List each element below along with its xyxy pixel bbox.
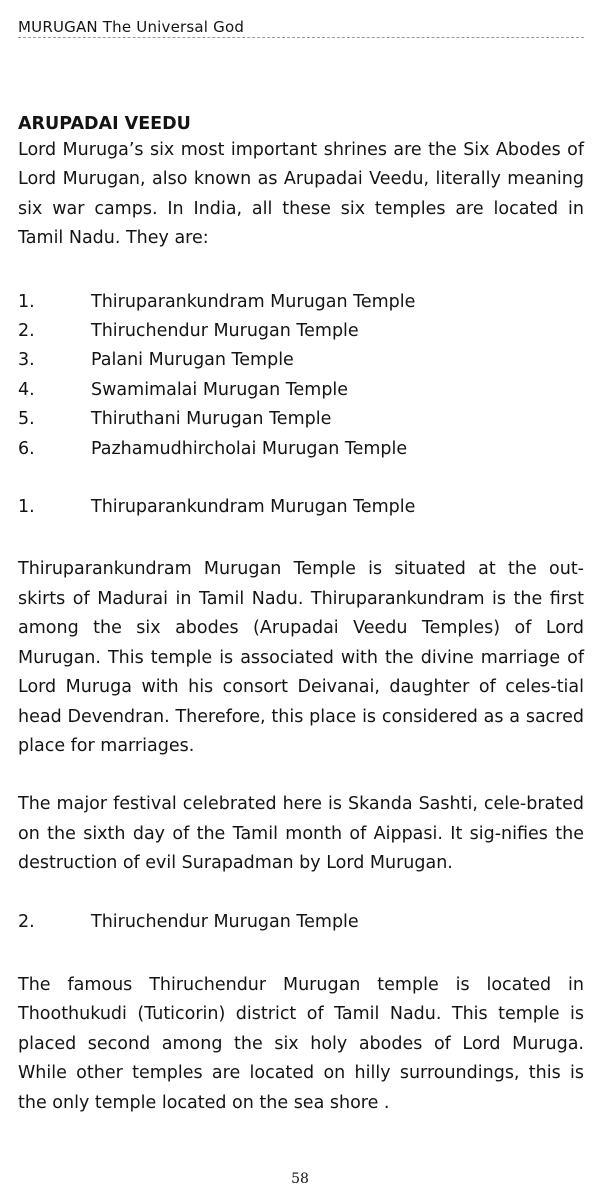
page-body xyxy=(18,112,584,1118)
paragraph-festival: The major festival celebrated here is Skanda Sashti, cele-brated on the sixth day of the Tamil month of Aippasi. It sig-nifies the destruction of evil Surapadman by Lord Murugan. xyxy=(18,794,584,874)
temple-list xyxy=(18,288,584,464)
list-item xyxy=(18,288,584,317)
list-number: 6. xyxy=(18,438,35,459)
list-number: 2. xyxy=(18,321,35,342)
header-rule xyxy=(18,37,584,38)
list-item xyxy=(18,405,584,434)
subsection-title: Thiruchendur Murugan Temple xyxy=(91,911,359,932)
list-text: Thiruparankundram Murugan Temple xyxy=(91,291,416,312)
subsection-number: 2. xyxy=(18,911,35,932)
list-text: Thiruthani Murugan Temple xyxy=(91,409,332,430)
running-head: MURUGAN The Universal God xyxy=(18,18,245,36)
subsection-heading-1 xyxy=(18,493,584,522)
section-title: ARUPADAI VEEDU xyxy=(18,114,191,134)
list-text: Palani Murugan Temple xyxy=(91,350,294,371)
subsection-title: Thiruparankundram Murugan Temple xyxy=(91,497,416,518)
list-text: Pazhamudhircholai Murugan Temple xyxy=(91,438,408,459)
list-number: 3. xyxy=(18,350,35,371)
subsection-number: 1. xyxy=(18,497,35,518)
list-item xyxy=(18,317,584,346)
paragraph-thiruchendur: The famous Thiruchendur Murugan temple is located in Thoothukudi (Tuticorin) district of Tamil Nadu. This temple is placed second among the six holy abodes of Lord Muruga. While other temples are located on hilly surroundings, this is the only temple located on the sea shore . xyxy=(18,974,584,1113)
list-item xyxy=(18,376,584,405)
subsection-heading-2 xyxy=(18,908,584,937)
list-item xyxy=(18,346,584,375)
list-number: 1. xyxy=(18,291,35,312)
list-number: 4. xyxy=(18,379,35,400)
list-item xyxy=(18,435,584,464)
list-text: Thiruchendur Murugan Temple xyxy=(91,321,359,342)
intro-paragraph: Lord Muruga’s six most important shrines are the Six Abodes of Lord Murugan, also known as Arupadai Veedu, literally meaning six war camps. In India, all these six temples are located in Tamil Nadu. They are: xyxy=(18,140,584,249)
list-number: 5. xyxy=(18,409,35,430)
paragraph-thiruparankundram: Thiruparankundram Murugan Temple is situated at the out-skirts of Madurai in Tamil Nadu. Thiruparankundram is the first among the six abodes (Arupadai Veedu Temples) of Lord Murugan. This temple is associated with the divine marriage of Lord Muruga with his consort Deivanai, daughter of celes-tial head Devendran. Therefore, this place is considered as a sacred place for marriages. xyxy=(18,559,584,756)
list-text: Swamimalai Murugan Temple xyxy=(91,379,349,400)
page-number: 58 xyxy=(291,1171,309,1187)
